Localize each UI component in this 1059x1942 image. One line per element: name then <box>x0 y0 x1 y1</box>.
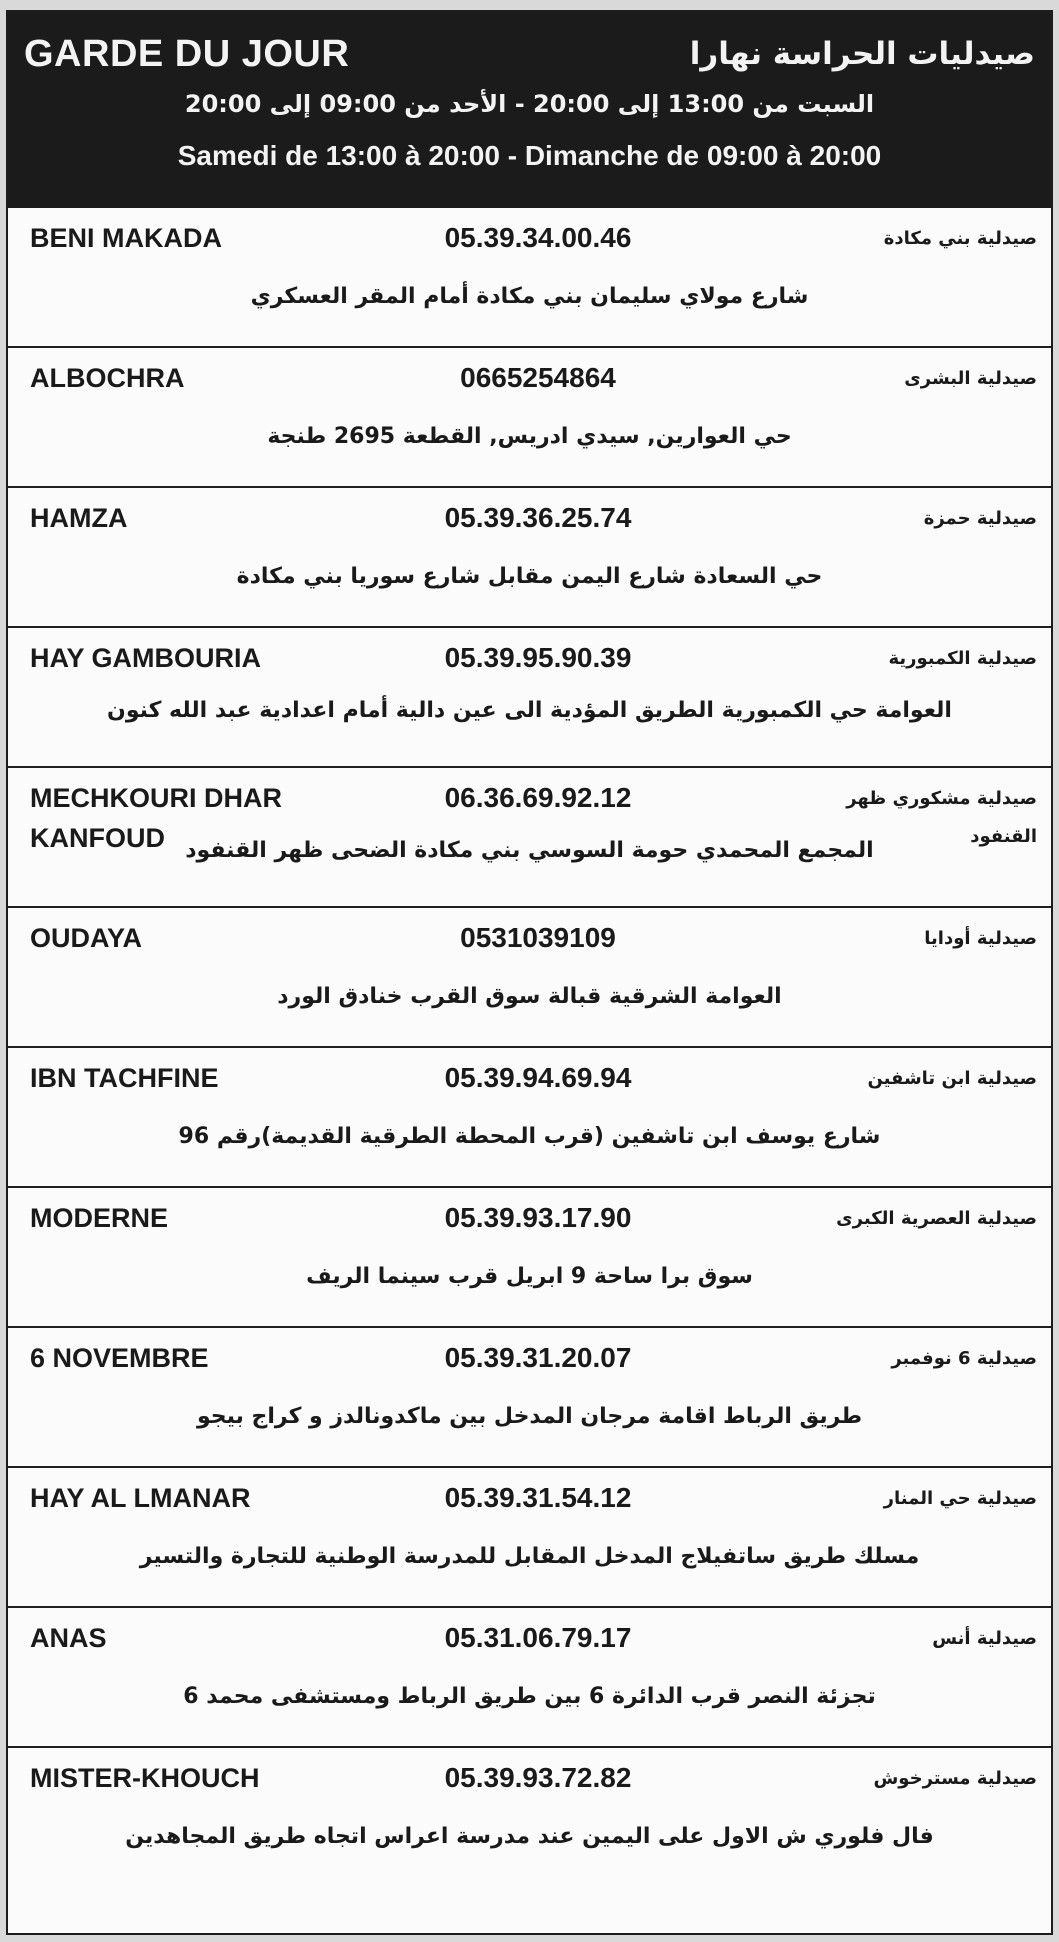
pharmacy-phone: 05.39.31.20.07 <box>444 1342 632 1373</box>
pharmacy-address: العوامة حي الكمبورية الطريق المؤدية الى عين دالية أمام اعدادية عبد الله كنون <box>107 698 952 723</box>
pharmacy-name-arabic: صيدلية 6 نوفمبر <box>891 1348 1037 1369</box>
pharmacy-phone: 05.39.94.69.94 <box>444 1062 632 1093</box>
hours-french: Samedi de 13:00 à 20:00 - Dimanche de 09:00 à 20:00 <box>177 140 882 171</box>
pharmacy-name-french: 6 NOVEMBRE <box>30 1343 209 1373</box>
pharmacy-address: طريق الرباط اقامة مرجان المدخل بين ماكدونالدز و كراج بيجو <box>196 1404 863 1429</box>
pharmacy-address: مسلك طريق ساتفيلاج المدخل المقابل للمدرسة الوطنية للتجارة والتسير <box>139 1544 920 1569</box>
pharmacy-name-arabic: صيدلية بني مكادة <box>883 228 1037 249</box>
pharmacy-name-french: HAY GAMBOURIA <box>30 643 262 673</box>
pharmacy-name-french: HAMZA <box>30 503 128 533</box>
pharmacy-phone: 05.39.31.54.12 <box>444 1482 632 1513</box>
pharmacy-name-french: MISTER-KHOUCH <box>30 1763 260 1793</box>
pharmacy-phone: 0531039109 <box>460 922 616 953</box>
header-banner <box>8 12 1051 208</box>
pharmacy-address: حي العوارين, سيدي ادريس, القطعة 2695 طنجة <box>267 424 792 449</box>
pharmacy-name-french: OUDAYA <box>30 923 143 953</box>
pharmacy-phone: 05.39.95.90.39 <box>444 642 632 673</box>
pharmacy-name-arabic: صيدلية الكمبورية <box>888 648 1037 669</box>
pharmacy-name-french: ALBOCHRA <box>30 363 185 393</box>
pharmacy-address: حي السعادة شارع اليمن مقابل شارع سوريا بني مكادة <box>236 564 823 589</box>
pharmacy-phone: 05.39.93.72.82 <box>444 1762 632 1793</box>
pharmacy-name-arabic: صيدلية البشرى <box>904 368 1037 389</box>
pharmacy-address: شارع يوسف ابن تاشفين (قرب المحطة الطرقية القديمة)رقم 96 <box>178 1124 881 1149</box>
hours-arabic: السبت من 13:00 إلى 20:00 - الأحد من 09:00 إلى 20:00 <box>184 90 875 118</box>
pharmacy-name-arabic: صيدلية أنس <box>932 1628 1037 1649</box>
pharmacy-name-arabic: صيدلية مسترخوش <box>873 1768 1037 1789</box>
pharmacy-address: العوامة الشرقية قبالة سوق القرب خنادق الورد <box>277 984 782 1009</box>
pharmacy-row <box>8 488 1051 628</box>
pharmacy-name-arabic: صيدلية ابن تاشفين <box>867 1068 1037 1089</box>
header-title-row <box>24 30 1035 78</box>
pharmacy-row <box>8 1608 1051 1748</box>
pharmacy-name-french: MODERNE <box>30 1203 169 1233</box>
pharmacy-row <box>8 1048 1051 1188</box>
pharmacy-phone: 05.31.06.79.17 <box>444 1622 632 1653</box>
pharmacy-name-french: ANAS <box>30 1623 107 1653</box>
pharmacy-row <box>8 1188 1051 1328</box>
pharmacy-phone: 0665254864 <box>460 362 616 393</box>
pharmacy-name-arabic: صيدلية أودايا <box>924 928 1037 949</box>
pharmacy-address: فال فلوري ش الاول على اليمين عند مدرسة اعراس اتجاه طريق المجاهدين <box>125 1824 934 1849</box>
pharmacy-name-french: BENI MAKADA <box>30 223 222 253</box>
pharmacy-phone: 06.36.69.92.12 <box>444 782 632 813</box>
pharmacy-phone: 05.39.36.25.74 <box>444 502 632 533</box>
pharmacy-row <box>8 348 1051 488</box>
pharmacy-row <box>8 908 1051 1048</box>
pharmacy-address: سوق برا ساحة 9 ابريل قرب سينما الريف <box>306 1264 753 1289</box>
pharmacy-name-arabic: صيدلية مشكوري ظهر القنفود <box>846 788 1037 847</box>
pharmacy-name-arabic: صيدلية حي المنار <box>883 1488 1037 1509</box>
pharmacy-name-french: IBN TACHFINE <box>30 1063 219 1093</box>
pharmacy-duty-sheet <box>6 10 1053 1935</box>
pharmacy-row <box>8 768 1051 908</box>
pharmacy-row <box>8 1328 1051 1468</box>
pharmacy-name-french: MECHKOURI DHAR KANFOUD <box>30 783 282 853</box>
pharmacy-row <box>8 1748 1051 1888</box>
pharmacy-row <box>8 1468 1051 1608</box>
pharmacy-name-arabic: صيدلية حمزة <box>923 508 1037 529</box>
title-arabic: صيدليات الحراسة نهارا <box>689 36 1035 72</box>
pharmacy-address: شارع مولاي سليمان بني مكادة أمام المقر العسكري <box>250 284 809 309</box>
pharmacy-row <box>8 628 1051 768</box>
pharmacy-address: تجزئة النصر قرب الدائرة 6 بين طريق الرباط ومستشفى محمد 6 <box>183 1684 876 1709</box>
title-french: GARDE DU JOUR <box>24 32 350 75</box>
pharmacy-phone: 05.39.93.17.90 <box>444 1202 632 1233</box>
pharmacy-phone: 05.39.34.00.46 <box>444 222 632 253</box>
pharmacy-address: المجمع المحمدي حومة السوسي بني مكادة الضحى ظهر القنفود <box>185 838 874 863</box>
pharmacy-row <box>8 208 1051 348</box>
pharmacy-name-french: HAY AL LMANAR <box>30 1483 251 1513</box>
pharmacy-name-arabic: صيدلية العصرية الكبرى <box>836 1208 1037 1229</box>
